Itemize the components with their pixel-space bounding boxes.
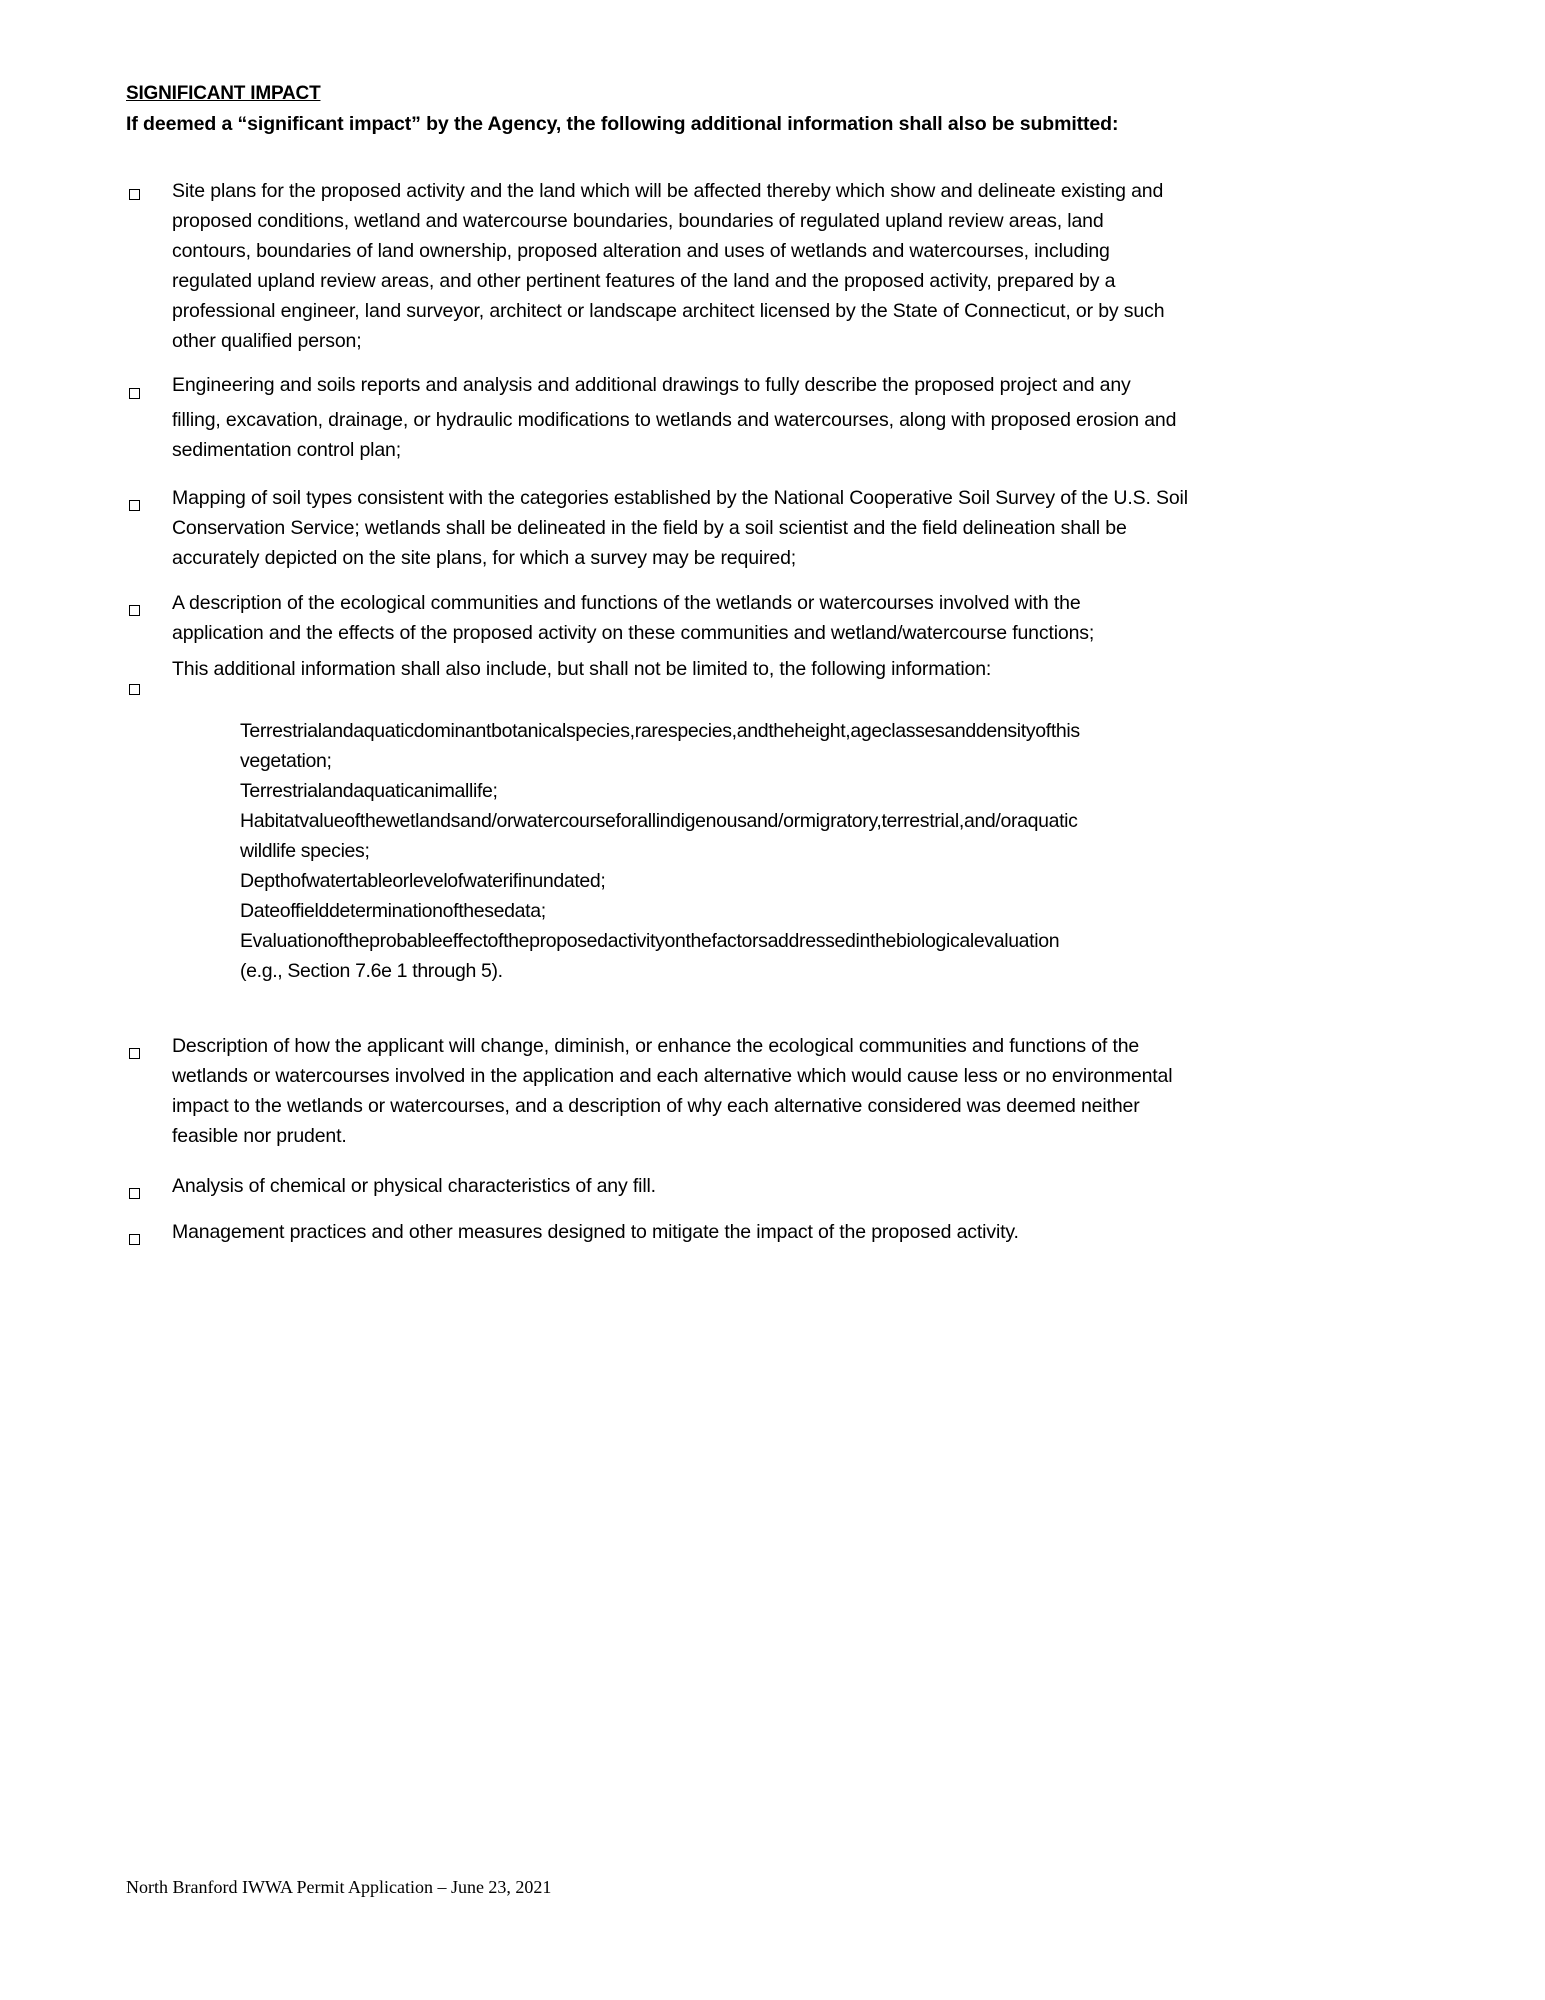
sublist-line: (e.g., Section 7.6e 1 through 5). (240, 960, 503, 982)
checkbox-icon[interactable] (129, 684, 140, 695)
item-line: filling, excavation, drainage, or hydraulic modifications to wetlands and watercourses, along with proposed erosion and (172, 409, 1177, 431)
checkbox-icon[interactable] (129, 189, 140, 200)
item-line: Management practices and other measures designed to mitigate the impact of the proposed activity. (172, 1221, 1019, 1243)
item-line: contours, boundaries of land ownership, proposed alteration and uses of wetlands and watercourses, including (172, 240, 1110, 262)
item-line: professional engineer, land surveyor, architect or landscape architect licensed by the State of Connecticut, or by such (172, 300, 1165, 322)
checkbox-icon[interactable] (129, 605, 140, 616)
item-text (172, 654, 991, 684)
section-subtitle: If deemed a “significant impact” by the Agency, the following additional information shall also be submitted: (126, 113, 1119, 135)
item-text (172, 1217, 1019, 1247)
item-line: sedimentation control plan; (172, 439, 402, 461)
sublist-line: Terrestrialandaquaticanimallife; (240, 780, 498, 802)
item-line: accurately depicted on the site plans, for which a survey may be required; (172, 547, 797, 569)
item-line: Conservation Service; wetlands shall be delineated in the field by a soil scientist and the field delineation shall be (172, 517, 1127, 539)
checkbox-icon[interactable] (129, 1048, 140, 1059)
item-line: Mapping of soil types consistent with the categories established by the National Cooperative Soil Survey of the U.S. Soil (172, 487, 1188, 509)
sublist-line: wildlife species; (240, 840, 370, 862)
item-line: wetlands or watercourses involved in the application and each alternative which would cause less or no environmental (172, 1065, 1173, 1087)
item-line: Analysis of chemical or physical characteristics of any fill. (172, 1175, 656, 1197)
item-line: proposed conditions, wetland and watercourse boundaries, boundaries of regulated upland review areas, land (172, 210, 1104, 232)
item-line: impact to the wetlands or watercourses, and a description of why each alternative considered was deemed neither (172, 1095, 1140, 1117)
section-heading: SIGNIFICANT IMPACT (126, 83, 321, 104)
item-line: A description of the ecological communities and functions of the wetlands or watercourses involved with the (172, 592, 1081, 614)
item-line: feasible nor prudent. (172, 1125, 347, 1147)
item-text (172, 1031, 1172, 1151)
item-line: Engineering and soils reports and analysis and additional drawings to fully describe the proposed project and any (172, 374, 1131, 396)
sublist-line: vegetation; (240, 750, 332, 772)
checkbox-icon[interactable] (129, 1188, 140, 1199)
page-footer: North Branford IWWA Permit Application – June 23, 2021 (126, 1877, 552, 1897)
item-line: Site plans for the proposed activity and the land which will be affected thereby which show and delineate existing and (172, 180, 1164, 202)
item-line: other qualified person; (172, 330, 362, 352)
item-text (172, 483, 1188, 573)
item-line: This additional information shall also include, but shall not be limited to, the following information: (172, 658, 992, 680)
checkbox-icon[interactable] (129, 388, 140, 399)
additional-information-sublist (240, 716, 1080, 986)
item-text (172, 370, 1176, 465)
sublist-line: Habitatvalueofthewetlandsand/orwatercourseforallindigenousand/ormigratory,terrestrial,and/oraquatic (240, 810, 1078, 832)
sublist-line: Depthofwatertableorlevelofwaterifinundated; (240, 870, 606, 892)
checkbox-icon[interactable] (129, 1234, 140, 1245)
item-text (172, 176, 1164, 356)
checkbox-icon[interactable] (129, 500, 140, 511)
item-text (172, 1171, 656, 1201)
item-line: application and the effects of the proposed activity on these communities and wetland/watercourse functions; (172, 622, 1095, 644)
item-text (172, 588, 1094, 648)
sublist-line: Terrestrialandaquaticdominantbotanicalspecies,rarespecies,andtheheight,ageclassesanddensityofthis (240, 720, 1080, 742)
item-line: regulated upland review areas, and other pertinent features of the land and the proposed activity, prepared by a (172, 270, 1116, 292)
sublist-line: Evaluationoftheprobableeffectoftheproposedactivityonthefactorsaddressedinthebiologicalevaluation (240, 930, 1060, 952)
sublist-line: Dateoffielddeterminationofthesedata; (240, 900, 546, 922)
item-line: Description of how the applicant will change, diminish, or enhance the ecological communities and functions of the (172, 1035, 1140, 1057)
